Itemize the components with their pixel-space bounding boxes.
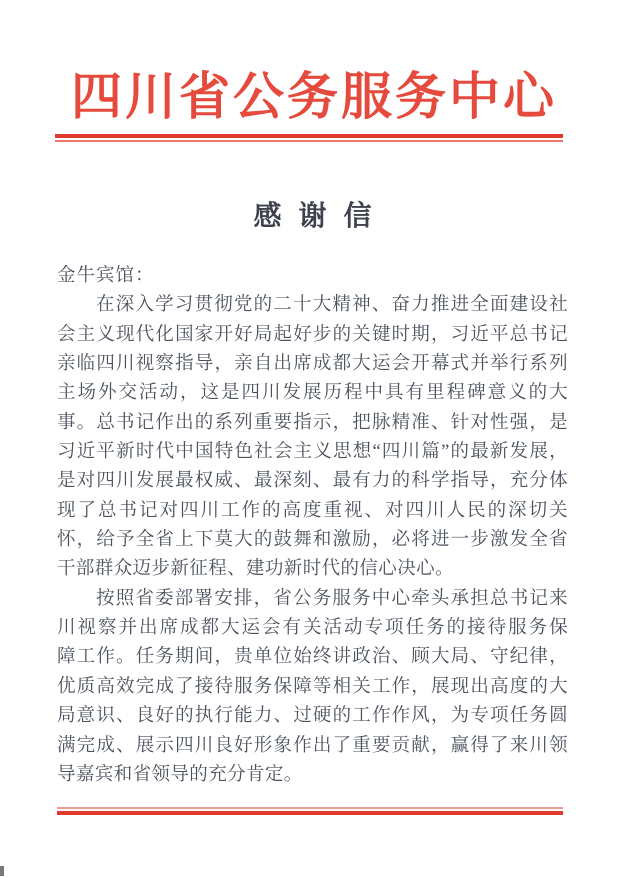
body-line: 亲临四川视察指导，亲自出席成都大运会开幕式并举行系列 [57,354,568,375]
salutation: 金牛宾馆： [57,266,155,286]
body-line: 按照省委部署安排，省公务服务中心牵头承担总书记来 [96,588,568,609]
letterhead-divider-rule [55,134,563,142]
body-line: 怀，给予全省上下莫大的鼓舞和激励，必将进一步激发全省 [57,530,568,551]
body-line: 满完成、展示四川良好形象作出了重要贡献，赢得了来川领 [57,735,568,756]
letter-body [57,262,568,790]
body-line: 导嘉宾和省领导的充分肯定。 [57,764,303,785]
body-line: 是对四川发展最权威、最深刻、最有力的科学指导，充分体 [57,471,568,492]
body-line: 优质高效完成了接待服务保障等相关工作，展现出高度的大 [57,676,568,697]
paragraph-container [57,291,568,790]
body-line: 局意识、良好的执行能力、过硬的工作作风，为专项任务圆 [57,706,568,727]
footer-divider-thick-line [57,811,563,815]
body-line: 习近平新时代中国特色社会主义思想“四川篇”的最新发展， [57,442,568,463]
body-line: 障工作。任务期间，贵单位始终讲政治、顾大局、守纪律， [57,647,568,668]
body-line: 在深入学习贯彻党的二十大精神、奋力推进全面建设社 [96,295,568,316]
footer-divider-rule [57,807,563,815]
body-line: 现了总书记对四川工作的高度重视、对四川人民的深切关 [57,500,568,521]
body-line: 干部群众迈步新征程、建功新时代的信心决心。 [57,559,454,580]
letterhead-org-name: 四川省公务服务中心 [70,70,557,126]
letterhead-divider-thin-line [55,140,563,142]
scan-artifact-speck [0,866,4,876]
letter-title: 感谢信 [253,201,389,232]
body-line: 主场外交活动，这是四川发展历程中具有里程碑意义的大 [57,383,568,404]
body-line: 川视察并出席成都大运会有关活动专项任务的接待服务保 [57,618,568,639]
body-line: 会主义现代化国家开好局起好步的关键时期，习近平总书记 [57,324,568,345]
body-line: 事。总书记作出的系列重要指示，把脉精准、针对性强，是 [57,412,568,433]
